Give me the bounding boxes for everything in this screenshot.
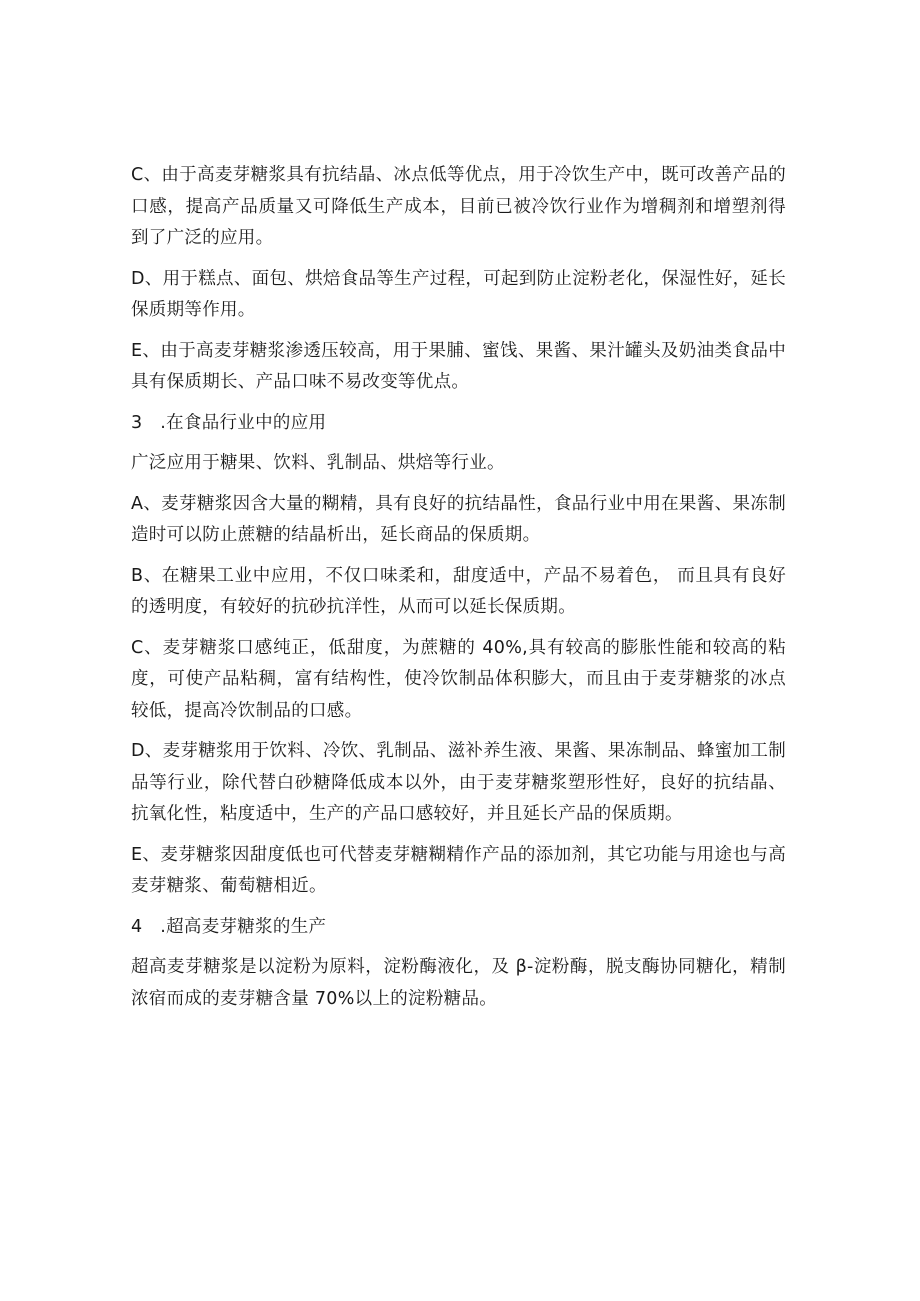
paragraph-d-bakery: D、用于糕点、面包、烘焙食品等生产过程，可起到防止淀粉老化，保湿性好，延长保质期等作用。 xyxy=(131,268,786,320)
paragraph-b-candy: B、在糖果工业中应用，不仅口味柔和，甜度适中，产品不易着色， 而且具有良好的透明度，有较好的抗砂抗洋性，从而可以延长保质期。 xyxy=(131,565,786,617)
paragraph-ultra-high-maltose: 超高麦芽糖浆是以淀粉为原料，淀粉酶液化，及 β-淀粉酶，脱支酶协同糖化，精制浓宿而成的麦芽糖含量 70%以上的淀粉糖品。 xyxy=(131,957,786,1009)
paragraph-e-preserves: E、由于高麦芽糖浆渗透压较高，用于果脯、蜜饯、果酱、果汁罐头及奶油类食品中具有保质期长、产品口味不易改变等优点。 xyxy=(131,340,786,392)
paragraph-a-anti-crystallization: A、麦芽糖浆因含大量的糊精，具有良好的抗结晶性，食品行业中用在果酱、果冻制造时可以防止蔗糖的结晶析出，延长商品的保质期。 xyxy=(131,493,786,545)
section-heading-4: 4 .超高麦芽糖浆的生产 xyxy=(131,916,327,937)
paragraph-c-cold-drinks: C、由于高麦芽糖浆具有抗结晶、冰点低等优点，用于冷饮生产中，既可改善产品的口感，提高产品质量又可降低生产成本，目前已被冷饮行业作为增稠剂和增塑剂得到了广泛的应用。 xyxy=(131,165,786,248)
paragraph-e-additive: E、麦芽糖浆因甜度低也可代替麦芽糖糊精作产品的添加剂，其它功能与用途也与高麦芽糖浆、葡萄糖相近。 xyxy=(131,844,786,896)
document-body xyxy=(131,160,786,1015)
paragraph-d-beverages: D、麦芽糖浆用于饮料、冷饮、乳制品、滋补养生液、果酱、果冻制品、蜂蜜加工制品等行业，除代替白砂糖降低成本以外，由于麦芽糖浆塑形性好，良好的抗结晶、抗氧化性，粘度适中，生产的产品口感较好，并且延长产品的保质期。 xyxy=(131,741,786,824)
section-heading-3: 3 .在食品行业中的应用 xyxy=(131,412,327,433)
paragraph-c-taste: C、麦芽糖浆口感纯正，低甜度，为蔗糖的 40%,具有较高的膨胀性能和较高的粘度，可使产品粘稠，富有结构性，使冷饮制品体积膨大，而且由于麦芽糖浆的冰点较低，提高冷饮制品的口感。 xyxy=(131,637,786,721)
paragraph-usage-intro: 广泛应用于糖果、饮料、乳制品、烘焙等行业。 xyxy=(131,453,505,473)
